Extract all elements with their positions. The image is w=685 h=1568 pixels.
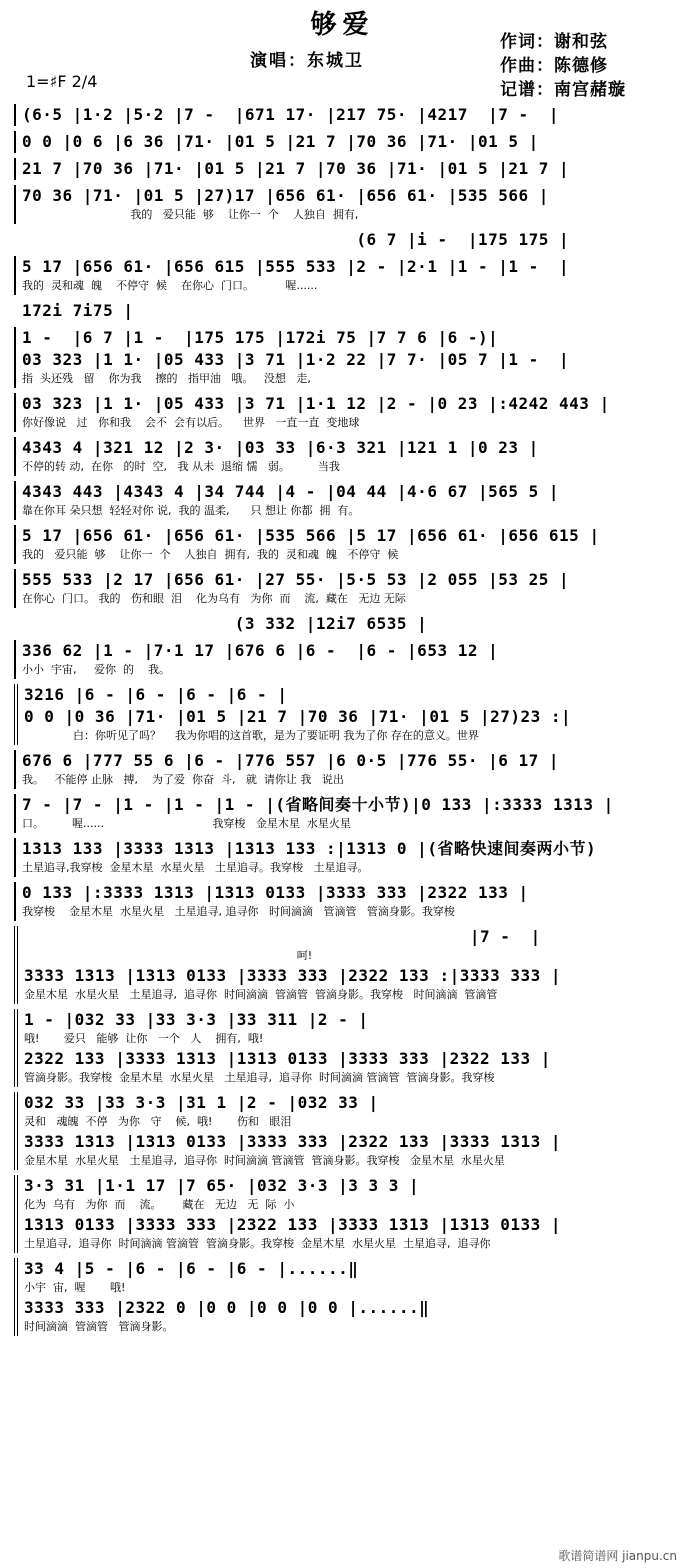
lyric-line: 小宇 宙, 喔 哦! [24,1281,126,1294]
lyric-line: 土星追寻,我穿梭 金星木星 水星火星 土星追寻。我穿梭 土星追寻。 [22,861,369,874]
notation-line: 0 0 |0 6 |6 36 |71· |01 5 |21 7 |70 36 |71· |01 5 | [22,132,539,151]
credits-block [500,30,626,102]
lyric-line: 靠在你耳 朵只想 轻轻对你 说, 我的 温柔, 只 想让 你都 拥 有。 [22,504,360,517]
lyric-line: 我的 爱只能 够 让你一 个 人独自 拥有, 我的 灵和魂 魄 不停守 候 [22,548,399,561]
lyric-line: 哦! 爱只 能够 让你 一个 人 拥有, 哦! [24,1032,264,1045]
score-system [14,1092,674,1170]
lyric-line: 不停的转 动, 在你 的时 空, 我 从未 退缩 懦 弱。 当我 [22,460,340,473]
lyric-line: 我。 不能停 止脉 搏, 为了爱 你奋 斗, 就 请你让 我 说出 [22,773,344,786]
key-signature: 1=♯F 2/4 [26,72,98,91]
lyric-line: 白：你听见了吗？ 我为你唱的这首歌，是为了要证明 我为了你 存在的意义。世界 [24,729,479,742]
notation-line: 03 323 |1 1· |05 433 |3 71 |1·2 22 |7 7· |05 7 |1 - | [22,350,570,369]
lyric-line: 化为 乌有 为你 而 流。 藏在 无边 无 际 小 [24,1198,295,1211]
notation-line: 33 4 |5 - |6 - |6 - |6 - |......‖ [24,1259,359,1278]
notation-line: (6·5 |1·2 |5·2 |7 - |671 17· |217 75· |4217 |7 - | [22,105,560,124]
lyric-line: 小小 宇宙, 爱你 的 我。 [22,663,170,676]
lyric-line: 金星木星 水星火星 土星追寻, 追寻你 时间滴滴 管滴管 管滴身影。我穿梭 时间滴滴 管滴管 [24,988,498,1001]
composer-credit: 作曲：陈德修 [500,56,608,76]
score-system [14,684,674,745]
notation-line: 3333 333 |2322 0 |0 0 |0 0 |0 0 |......‖ [24,1298,430,1317]
lyric-line: 我的 爱只能 够 让你一 个 人独自 拥有, [22,208,359,221]
notation-line: 3·3 31 |1·1 17 |7 65· |032 3·3 |3 3 3 | [24,1176,420,1195]
lyric-line: 管滴身影。我穿梭 金星木星 水星火星 土星追寻, 追寻你 时间滴滴 管滴管 管滴身影。我穿梭 [24,1071,495,1084]
notation-line: 1 - |6 7 |1 - |175 175 |172i 75 |7 7 6 |6 -)| [22,328,499,347]
notation-line: 7 - |7 - |1 - |1 - |1 - |(省略间奏十小节)|0 133 |:3333 1313 | [22,795,614,814]
notation-line: 4343 4 |321 12 |2 3· |03 33 |6·3 321 |121 1 |0 23 | [22,438,539,457]
score-system [14,926,674,1004]
score-system [14,750,674,789]
score-system [14,640,674,679]
singer-credit: 演唱：东城卫 [250,51,364,71]
notation-line: 3333 1313 |1313 0133 |3333 333 |2322 133 :|3333 333 | [24,966,562,985]
notation-line: 3216 |6 - |6 - |6 - |6 - | [24,685,288,704]
notation-line: 1313 0133 |3333 333 |2322 133 |3333 1313 |1313 0133 | [24,1215,562,1234]
score-system [14,131,674,153]
score-system [14,525,674,564]
score-system [14,393,674,432]
site-watermark: 歌谱简谱网 jianpu.cn [558,1549,677,1563]
notation-line: 676 6 |777 55 6 |6 - |776 557 |6 0·5 |776 55· |6 17 | [22,751,560,770]
lyric-line: 我的 灵和魂 魄 不停守 候 在你心 门口。 喔...... [22,279,318,292]
notation-line: 5 17 |656 61· |656 61· |535 566 |5 17 |656 61· |656 615 | [22,526,600,545]
score-system [14,437,674,476]
notation-line: (3 332 |12i7 6535 | [22,614,428,633]
lyric-line: 指 头还残 留 你为我 擦的 指甲油 哦。 没想 走, [22,372,311,385]
lyric-line: 时间滴滴 管滴管 管滴身影。 [24,1320,174,1333]
lyric-line: 在你心 门口。 我的 伤和眼 泪 化为乌有 为你 而 流, 藏在 无边 无际 [22,592,406,605]
score-system [14,185,674,224]
notation-line: 032 33 |33 3·3 |31 1 |2 - |032 33 | [24,1093,379,1112]
transcriber-credit: 记谱：南宫赭璇 [500,80,626,100]
score-system [14,1175,674,1253]
score-system [14,613,674,635]
lyric-line: 你好像说 过 你和我 会不 会有以后。 世界 一直一直 变地球 [22,416,360,429]
score-system [14,1009,674,1087]
score-system [14,229,674,251]
score-system [14,481,674,520]
notation-line: 2322 133 |3333 1313 |1313 0133 |3333 333 |2322 133 | [24,1049,551,1068]
notation-line: (6 7 |i - |175 175 | [22,230,570,249]
lyricist-credit: 作词：谢和弦 [500,32,608,52]
notation-line: 172i 7i75 | [22,301,134,320]
notation-line: 70 36 |71· |01 5 |27)17 |656 61· |656 61· |535 566 | [22,186,549,205]
score-system [14,882,674,921]
score-system [14,327,674,388]
lyric-line: 我穿梭 金星木星 水星火星 土星追寻, 追寻你 时间滴滴 管滴管 管滴身影。我穿梭 [22,905,455,918]
lyric-line: 灵和 魂魄 不停 为你 守 候, 哦! 伤和 眼泪 [24,1115,292,1128]
notation-line: 336 62 |1 - |7·1 17 |676 6 |6 - |6 - |653 12 | [22,641,499,660]
notation-line: |7 - | [24,927,541,946]
score-system [14,158,674,180]
score-system [14,569,674,608]
score-body [14,104,674,1341]
lyric-line: 金星木星 水星火星 土星追寻, 追寻你 时间滴滴 管滴管 管滴身影。我穿梭 金星木星 水星火星 [24,1154,505,1167]
notation-line: 3333 1313 |1313 0133 |3333 333 |2322 133 |3333 1313 | [24,1132,562,1151]
notation-line: 5 17 |656 61· |656 615 |555 533 |2 - |2·1 |1 - |1 - | [22,257,570,276]
notation-line: 4343 443 |4343 4 |34 744 |4 - |04 44 |4·6 67 |565 5 | [22,482,560,501]
lyric-line: 土星追寻, 追寻你 时间滴滴 管滴管 管滴身影。我穿梭 金星木星 水星火星 土星追寻, 追寻你 [24,1237,491,1250]
notation-line: 21 7 |70 36 |71· |01 5 |21 7 |70 36 |71· |01 5 |21 7 | [22,159,570,178]
score-system [14,1258,674,1336]
notation-line: 0 0 |0 36 |71· |01 5 |21 7 |70 36 |71· |01 5 |27)23 :| [24,707,572,726]
score-system [14,794,674,833]
notation-line: 1 - |032 33 |33 3·3 |33 311 |2 - | [24,1010,369,1029]
score-system [14,300,674,322]
song-title: 够爱 [310,10,375,40]
notation-line: 555 533 |2 17 |656 61· |27 55· |5·5 53 |2 055 |53 25 | [22,570,570,589]
notation-line: 1313 133 |3333 1313 |1313 133 :|1313 0 |(省略快速间奏两小节) [22,839,597,858]
score-system [14,104,674,126]
notation-line: 03 323 |1 1· |05 433 |3 71 |1·1 12 |2 - |0 23 |:4242 443 | [22,394,610,413]
lyric-line: 呵! [24,949,313,962]
notation-line: 0 133 |:3333 1313 |1313 0133 |3333 333 |2322 133 | [22,883,529,902]
score-system [14,256,674,295]
lyric-line: 口。 喔...... 我穿梭 金星木星 水星火星 [22,817,351,830]
score-system [14,838,674,877]
